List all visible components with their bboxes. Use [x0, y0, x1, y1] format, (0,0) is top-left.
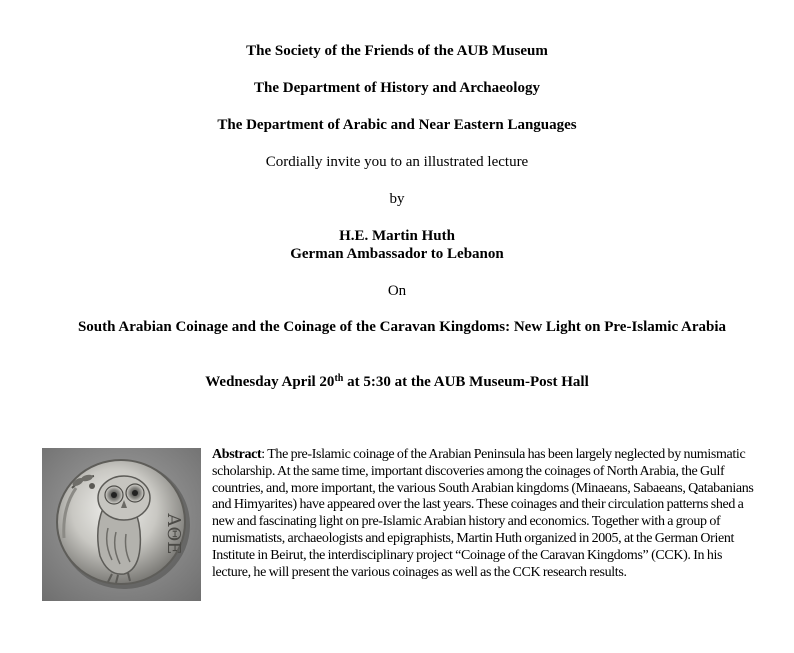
event-date-day: Wednesday April 20 [205, 374, 335, 390]
host-society: The Society of the Friends of the AUB Museum [246, 43, 548, 59]
host-history-department: The Department of History and Archaeology [254, 80, 540, 96]
abstract-paragraph [212, 447, 756, 581]
owl-tetradrachm-icon [42, 448, 201, 601]
by-text: by [389, 191, 405, 207]
lecture-title: South Arabian Coinage and the Coinage of the Caravan Kingdoms: New Light on Pre-Islamic Arabia [77, 319, 727, 335]
abstract-text: : The pre-Islamic coinage of the Arabian Peninsula has been largely neglected by numismatic scholarship. At the same time, important discoveries among the coinages of North Arabia, the Gulf countries, and, more important, the various South Arabian kingdoms (Minaeans, Sabaeans, Qatabanians and Himyarites) have appeared over the last years. These coinages and their circulation patterns shed a new and fascinating light on pre-Islamic Arabian history and economics. Together with a group of numismatists, archaeologists and epigraphists, Martin Huth organized in 2005, at the German Orient Institute in Beirut, the interdisciplinary project “Coinage of the Caravan Kingdoms” (CCK). In his lecture, he will present the various coinages as well as the CCK research results. [212, 447, 754, 580]
coin-inscription: ΑΘΕ [163, 513, 184, 555]
abstract-label: Abstract [212, 447, 262, 462]
speaker-role: German Ambassador to Lebanon [290, 246, 504, 262]
event-date-details: at 5:30 at the AUB Museum-Post Hall [343, 374, 589, 390]
on-text: On [387, 283, 407, 299]
event-date-suffix: th [334, 373, 344, 384]
event-date [0, 373, 794, 391]
coin-image [42, 448, 201, 601]
speaker-name: H.E. Martin Huth [339, 228, 455, 244]
invitation-text: Cordially invite you to an illustrated lecture [265, 154, 529, 170]
host-arabic-department: The Department of Arabic and Near Eastern Languages [217, 117, 577, 133]
